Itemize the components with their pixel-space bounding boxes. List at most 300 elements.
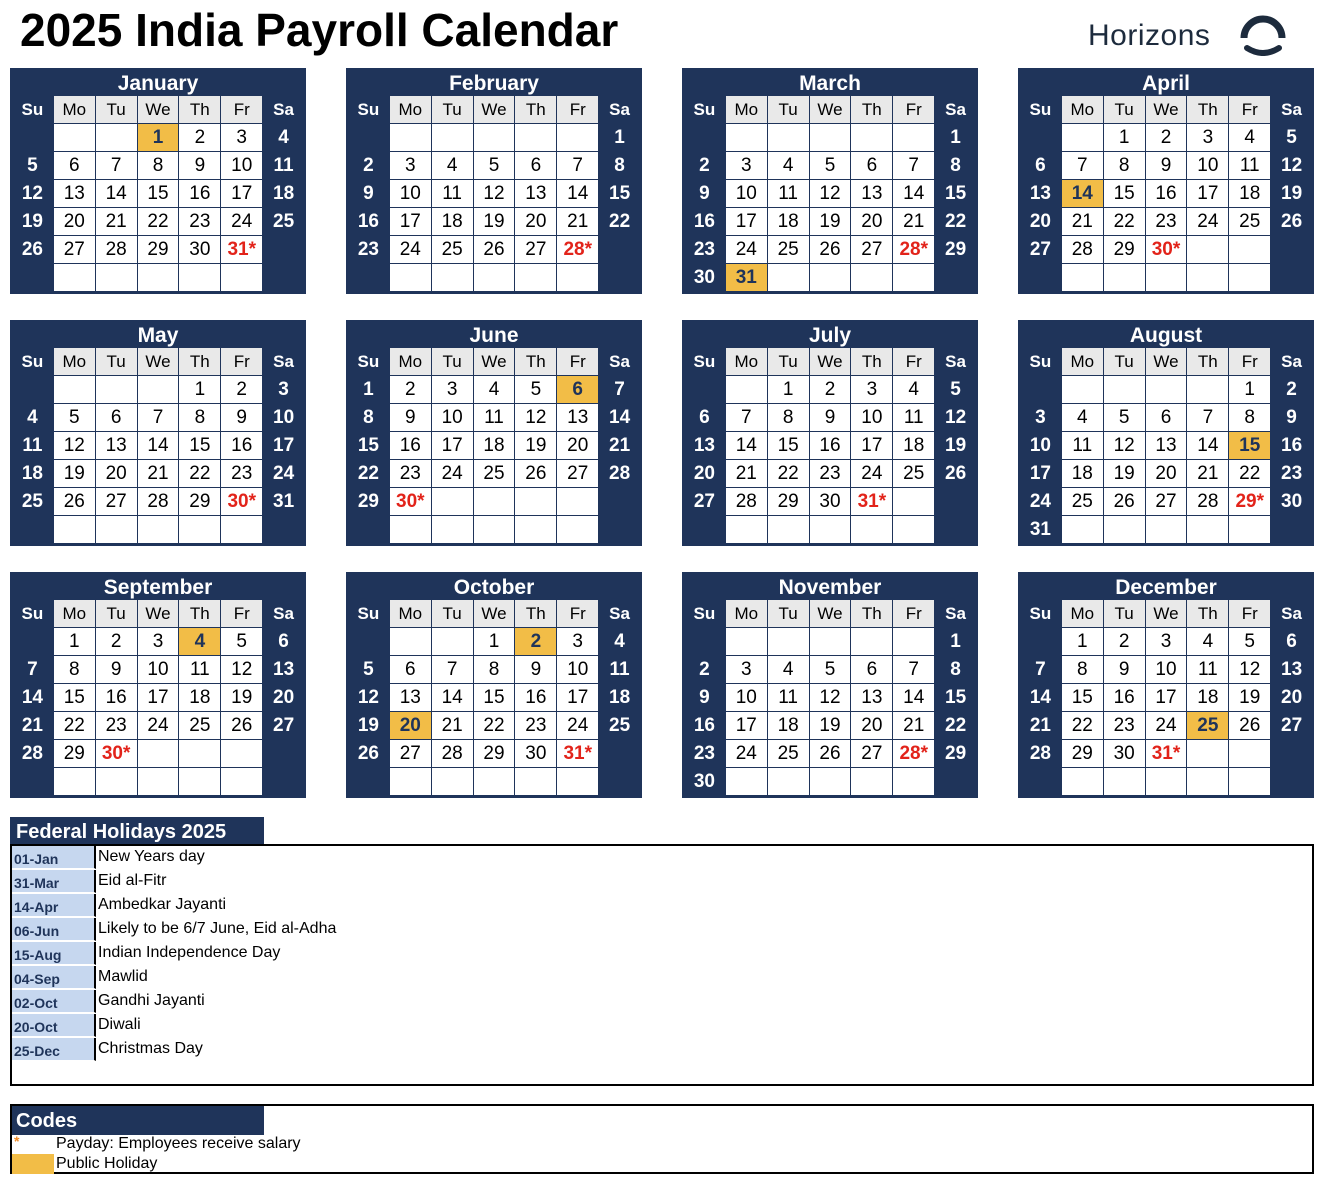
empty-day-cell [96,124,137,151]
holiday-date: 20-Oct [12,1014,96,1037]
day-cell: 25 [893,460,934,487]
empty-day-cell [54,768,95,795]
day-cell: 26 [12,236,53,263]
month-days-grid [684,600,976,795]
payday-day-cell: 28* [893,236,934,263]
empty-day-cell [935,264,976,291]
day-cell: 10 [390,180,431,207]
empty-day-cell [96,264,137,291]
empty-day-cell [179,768,220,795]
day-cell: 24 [263,460,304,487]
empty-day-cell [1271,768,1312,795]
empty-day-cell [1146,376,1187,403]
weekday-header: Su [684,348,725,375]
day-cell: 14 [599,404,640,431]
day-cell: 18 [179,684,220,711]
empty-day-cell [1229,768,1270,795]
day-cell: 14 [138,432,179,459]
day-cell: 17 [432,432,473,459]
empty-day-cell [515,124,556,151]
empty-day-cell [348,628,389,655]
weekday-header: Su [1020,348,1061,375]
day-cell: 20 [54,208,95,235]
day-cell: 6 [1146,404,1187,431]
day-cell: 25 [474,460,515,487]
holiday-name: New Years day [98,848,205,865]
day-cell: 22 [348,460,389,487]
empty-day-cell [726,124,767,151]
day-cell: 1 [179,376,220,403]
day-cell: 19 [515,432,556,459]
day-cell: 19 [54,460,95,487]
empty-day-cell [1229,236,1270,263]
payday-day-cell: 30* [390,488,431,515]
empty-day-cell [851,768,892,795]
empty-day-cell [1020,628,1061,655]
day-cell: 21 [96,208,137,235]
day-cell: 8 [935,656,976,683]
payday-day-cell: 31* [557,740,598,767]
empty-day-cell [474,516,515,543]
day-cell: 13 [851,180,892,207]
month-days-grid [348,96,640,291]
day-cell: 15 [179,432,220,459]
day-cell: 13 [515,180,556,207]
month-name: October [453,576,535,599]
day-cell: 24 [557,712,598,739]
day-cell: 14 [432,684,473,711]
weekday-header: Su [684,96,725,123]
day-cell: 29 [179,488,220,515]
day-cell: 18 [432,208,473,235]
day-cell: 18 [474,432,515,459]
day-cell: 5 [474,152,515,179]
empty-day-cell [348,516,389,543]
empty-day-cell [179,516,220,543]
holiday-date: 31-Mar [12,870,96,893]
weekday-header: Fr [557,600,598,627]
holiday-date: 04-Sep [12,966,96,989]
empty-day-cell [768,768,809,795]
day-cell: 22 [179,460,220,487]
day-cell: 17 [557,684,598,711]
empty-day-cell [12,516,53,543]
day-cell: 25 [432,236,473,263]
month-days-grid [1020,600,1312,795]
day-cell: 7 [1187,404,1228,431]
day-cell: 22 [474,712,515,739]
day-cell: 17 [851,432,892,459]
day-cell: 11 [432,180,473,207]
empty-day-cell [12,264,53,291]
codes-legend [10,1104,1314,1174]
day-cell: 26 [1104,488,1145,515]
day-cell: 24 [432,460,473,487]
day-cell: 9 [1271,404,1312,431]
day-cell: 17 [1020,460,1061,487]
day-cell: 6 [263,628,304,655]
day-cell: 13 [557,404,598,431]
day-cell: 18 [1062,460,1103,487]
weekday-header: Tu [1104,600,1145,627]
day-cell: 18 [768,712,809,739]
empty-day-cell [263,740,304,767]
empty-day-cell [557,768,598,795]
empty-day-cell [348,768,389,795]
day-cell: 7 [432,656,473,683]
day-cell: 11 [474,404,515,431]
day-cell: 13 [851,684,892,711]
day-cell: 24 [851,460,892,487]
day-cell: 29 [768,488,809,515]
month-november [682,572,978,798]
empty-day-cell [432,264,473,291]
day-cell: 23 [684,236,725,263]
day-cell: 23 [810,460,851,487]
day-cell: 7 [12,656,53,683]
day-cell: 4 [1229,124,1270,151]
day-cell: 21 [12,712,53,739]
day-cell: 4 [432,152,473,179]
day-cell: 6 [851,152,892,179]
month-january [10,68,306,294]
weekday-header: Sa [935,96,976,123]
day-cell: 3 [390,152,431,179]
holiday-name: Eid al-Fitr [98,872,167,889]
day-cell: 17 [1146,684,1187,711]
payday-day-cell: 30* [221,488,262,515]
empty-day-cell [893,516,934,543]
holiday-name: Diwali [98,1016,141,1033]
day-cell: 27 [515,236,556,263]
empty-day-cell [1104,768,1145,795]
day-cell: 1 [935,124,976,151]
payday-day-cell: 30* [1146,236,1187,263]
empty-day-cell [684,124,725,151]
weekday-header: Mo [1062,348,1103,375]
day-cell: 23 [179,208,220,235]
holiday-day-cell: 1 [138,124,179,151]
day-cell: 2 [1146,124,1187,151]
day-cell: 19 [348,712,389,739]
weekday-header: Th [179,600,220,627]
month-days-grid [1020,96,1312,291]
empty-day-cell [138,516,179,543]
day-cell: 21 [726,460,767,487]
day-cell: 6 [851,656,892,683]
day-cell: 30 [515,740,556,767]
empty-day-cell [768,628,809,655]
day-cell: 22 [935,208,976,235]
day-cell: 10 [557,656,598,683]
day-cell: 1 [54,628,95,655]
day-cell: 5 [810,656,851,683]
day-cell: 7 [599,376,640,403]
day-cell: 11 [1062,432,1103,459]
day-cell: 11 [1229,152,1270,179]
day-cell: 13 [1020,180,1061,207]
empty-day-cell [390,264,431,291]
day-cell: 28 [12,740,53,767]
empty-day-cell [54,124,95,151]
day-cell: 3 [138,628,179,655]
empty-day-cell [221,768,262,795]
empty-day-cell [515,264,556,291]
month-name: June [469,324,519,347]
day-cell: 16 [1146,180,1187,207]
day-cell: 25 [263,208,304,235]
day-cell: 6 [54,152,95,179]
weekday-header: Fr [557,96,598,123]
day-cell: 12 [1229,656,1270,683]
month-may [10,320,306,546]
weekday-header: Th [1187,348,1228,375]
day-cell: 9 [515,656,556,683]
holiday-day-cell: 20 [390,712,431,739]
empty-day-cell [768,124,809,151]
payday-day-cell: 31* [851,488,892,515]
day-cell: 1 [768,376,809,403]
weekday-header: Mo [54,348,95,375]
day-cell: 30 [1271,488,1312,515]
day-cell: 25 [768,740,809,767]
day-cell: 6 [515,152,556,179]
month-days-grid [348,348,640,543]
day-cell: 14 [557,180,598,207]
day-cell: 12 [474,180,515,207]
day-cell: 28 [726,488,767,515]
empty-day-cell [138,768,179,795]
day-cell: 10 [221,152,262,179]
weekday-header: Tu [768,96,809,123]
weekday-header: Su [348,96,389,123]
empty-day-cell [726,628,767,655]
empty-day-cell [474,488,515,515]
day-cell: 23 [390,460,431,487]
day-cell: 27 [54,236,95,263]
day-cell: 2 [390,376,431,403]
day-cell: 29 [474,740,515,767]
day-cell: 4 [599,628,640,655]
day-cell: 19 [810,208,851,235]
day-cell: 13 [684,432,725,459]
holiday-row [12,990,1312,1014]
weekday-header: Fr [221,348,262,375]
empty-day-cell [515,488,556,515]
day-cell: 18 [768,208,809,235]
empty-day-cell [1062,516,1103,543]
empty-day-cell [599,516,640,543]
payday-symbol: * [14,1133,20,1149]
day-cell: 7 [726,404,767,431]
code-label: Public Holiday [56,1155,158,1172]
empty-day-cell [12,124,53,151]
day-cell: 22 [768,460,809,487]
day-cell: 24 [1020,488,1061,515]
day-cell: 4 [12,404,53,431]
horizons-logo [1088,10,1288,61]
day-cell: 31 [1020,516,1061,543]
empty-day-cell [810,264,851,291]
day-cell: 13 [263,656,304,683]
empty-day-cell [390,124,431,151]
day-cell: 21 [1187,460,1228,487]
day-cell: 1 [1104,124,1145,151]
empty-day-cell [432,488,473,515]
day-cell: 21 [893,712,934,739]
day-cell: 1 [474,628,515,655]
empty-day-cell [12,768,53,795]
empty-day-cell [390,516,431,543]
holiday-name: Likely to be 6/7 June, Eid al-Adha [98,920,337,937]
day-cell: 8 [935,152,976,179]
weekday-header: We [1146,96,1187,123]
day-cell: 11 [12,432,53,459]
day-cell: 26 [221,712,262,739]
holidays-heading: Federal Holidays 2025 [10,817,264,846]
day-cell: 27 [1271,712,1312,739]
day-cell: 27 [1146,488,1187,515]
weekday-header: Sa [935,348,976,375]
day-cell: 11 [893,404,934,431]
day-cell: 6 [1271,628,1312,655]
day-cell: 15 [348,432,389,459]
day-cell: 23 [1104,712,1145,739]
empty-day-cell [684,516,725,543]
day-cell: 9 [1146,152,1187,179]
day-cell: 17 [263,432,304,459]
empty-day-cell [1187,516,1228,543]
day-cell: 30 [179,236,220,263]
month-name: August [1129,324,1203,347]
weekday-header: We [1146,600,1187,627]
empty-day-cell [390,628,431,655]
day-cell: 18 [12,460,53,487]
month-september [10,572,306,798]
page-title: 2025 India Payroll Calendar [20,4,619,56]
month-name: February [449,72,539,95]
payday-day-cell: 30* [96,740,137,767]
day-cell: 8 [1229,404,1270,431]
empty-day-cell [221,740,262,767]
day-cell: 3 [432,376,473,403]
day-cell: 30 [684,768,725,795]
month-name: September [103,576,213,599]
weekday-header: Su [12,96,53,123]
day-cell: 12 [935,404,976,431]
month-june [346,320,642,546]
day-cell: 15 [599,180,640,207]
weekday-header: Su [1020,600,1061,627]
day-cell: 29 [1062,740,1103,767]
payday-day-cell: 28* [893,740,934,767]
empty-day-cell [1271,236,1312,263]
day-cell: 10 [138,656,179,683]
weekday-header: Mo [1062,600,1103,627]
month-name: May [137,324,179,347]
day-cell: 19 [474,208,515,235]
day-cell: 18 [1187,684,1228,711]
empty-day-cell [935,516,976,543]
day-cell: 24 [1146,712,1187,739]
month-name: January [117,72,199,95]
day-cell: 16 [179,180,220,207]
day-cell: 30 [1104,740,1145,767]
weekday-header: Su [1020,96,1061,123]
empty-day-cell [935,488,976,515]
month-days-grid [12,348,304,543]
weekday-header: We [810,96,851,123]
day-cell: 25 [1062,488,1103,515]
month-name: April [1142,72,1190,95]
day-cell: 30 [810,488,851,515]
holiday-name: Ambedkar Jayanti [98,896,227,913]
empty-day-cell [851,628,892,655]
day-cell: 14 [1020,684,1061,711]
weekday-header: Su [348,348,389,375]
day-cell: 19 [810,712,851,739]
empty-day-cell [515,516,556,543]
holiday-day-cell: 2 [515,628,556,655]
day-cell: 27 [263,712,304,739]
holiday-day-cell: 14 [1062,180,1103,207]
empty-day-cell [179,740,220,767]
weekday-header: Mo [390,600,431,627]
day-cell: 19 [221,684,262,711]
weekday-header: Th [851,96,892,123]
empty-day-cell [1020,124,1061,151]
day-cell: 27 [96,488,137,515]
day-cell: 12 [54,432,95,459]
day-cell: 2 [348,152,389,179]
weekday-header: We [474,600,515,627]
day-cell: 7 [138,404,179,431]
empty-day-cell [1271,740,1312,767]
holiday-row [12,966,1312,990]
payday-day-cell: 31* [1146,740,1187,767]
day-cell: 16 [684,208,725,235]
empty-day-cell [432,124,473,151]
holiday-date: 15-Aug [12,942,96,965]
day-cell: 5 [1271,124,1312,151]
code-label: Payday: Employees receive salary [56,1135,301,1152]
day-cell: 26 [474,236,515,263]
weekday-header: Th [1187,600,1228,627]
day-cell: 26 [515,460,556,487]
empty-day-cell [1271,264,1312,291]
empty-day-cell [599,768,640,795]
empty-day-cell [557,516,598,543]
day-cell: 29 [348,488,389,515]
day-cell: 22 [1062,712,1103,739]
day-cell: 20 [1146,460,1187,487]
day-cell: 12 [12,180,53,207]
empty-day-cell [810,628,851,655]
day-cell: 17 [726,208,767,235]
holiday-row [12,894,1312,918]
empty-day-cell [1229,740,1270,767]
day-cell: 26 [810,740,851,767]
day-cell: 4 [768,152,809,179]
day-cell: 20 [851,208,892,235]
day-cell: 24 [390,236,431,263]
day-cell: 8 [54,656,95,683]
day-cell: 11 [768,684,809,711]
holidays-table [10,844,1314,1086]
day-cell: 7 [96,152,137,179]
day-cell: 12 [810,180,851,207]
day-cell: 15 [474,684,515,711]
